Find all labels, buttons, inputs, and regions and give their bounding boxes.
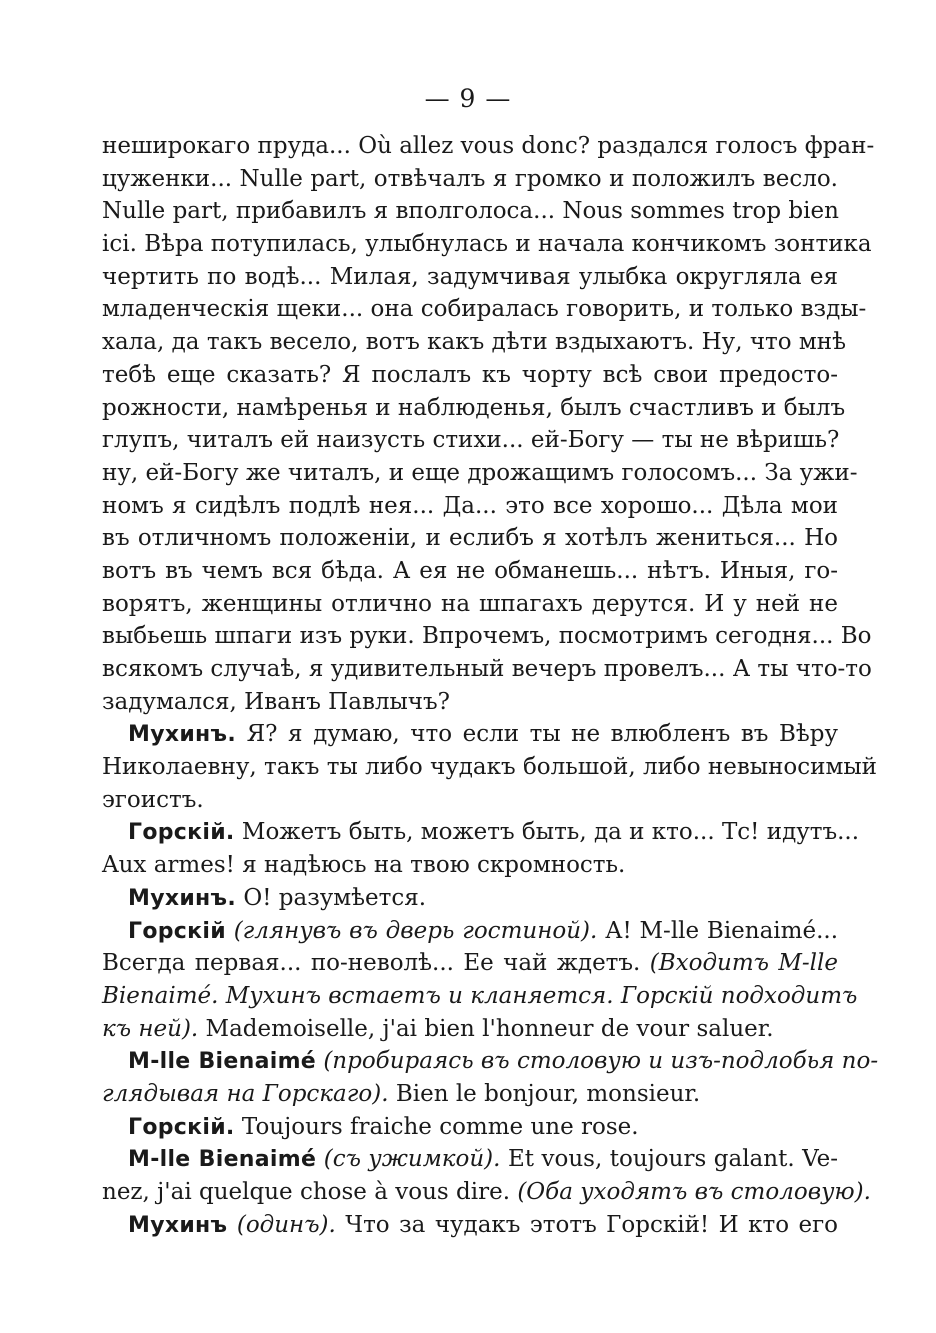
speaker-name: M-lle Bienaimé bbox=[128, 1147, 317, 1173]
dialogue-mukhin-2 bbox=[102, 882, 838, 915]
dialogue-text: Et vous, toujours galant. Ve- bbox=[507, 1146, 839, 1173]
text-line: неширокаго пруда... Où allez vous donc? раздался голосъ фран- bbox=[102, 133, 875, 159]
text-line: въ отличномъ положеніи, и еслибъ я хотѣлъ жениться... Но bbox=[102, 525, 838, 552]
speaker-name: Горскій bbox=[128, 918, 226, 944]
dialogue-line bbox=[102, 882, 838, 915]
dialogue-gorsky-2 bbox=[102, 915, 858, 1046]
text-line: ворятъ, женщины отлично на шпагахъ дерутся. И у ней не bbox=[102, 590, 838, 617]
page-number: — 9 — bbox=[424, 84, 512, 113]
text-line: всякомъ случаѣ, я удивительный вечеръ провелъ... А ты что-то bbox=[102, 656, 872, 682]
dialogue-line bbox=[102, 1111, 838, 1144]
dialogue-text: Всегда первая... по-неволѣ... Ее чай ждетъ. bbox=[102, 950, 641, 977]
stage-direction: (глянувъ въ дверь гостиной). bbox=[233, 917, 598, 944]
dialogue-bienaime-2 bbox=[102, 1143, 871, 1208]
dialogue-bienaime-1 bbox=[102, 1045, 879, 1110]
dialogue-line: эгоистъ. bbox=[102, 786, 204, 813]
dialogue-mukhin-3 bbox=[102, 1209, 838, 1242]
text-line: чертить по водѣ... Милая, задумчивая улыбка округляла ея bbox=[102, 263, 838, 290]
speaker-name: Горскій. bbox=[128, 1114, 235, 1140]
speaker-name: Мухинъ. bbox=[128, 885, 237, 911]
text-line: тебѣ еще сказать? Я послалъ къ чорту всѣ свои предосто- bbox=[102, 361, 838, 388]
dialogue-text: Я? я думаю, что если ты не влюбленъ въ Вѣру bbox=[246, 721, 838, 748]
stage-direction: Bienaimé. Мухинъ встаетъ и кланяется. Горскій подходитъ bbox=[102, 982, 858, 1009]
text-line: задумался, Иванъ Павлычъ? bbox=[102, 688, 450, 715]
speaker-name: M-lle Bienaimé bbox=[128, 1049, 317, 1075]
dialogue-line bbox=[102, 1176, 871, 1209]
dialogue-mukhin-1 bbox=[102, 718, 878, 816]
text-line: рожности, намѣренья и наблюденья, былъ счастливъ и былъ bbox=[102, 394, 846, 421]
text-line: хала, да такъ весело, вотъ какъ дѣти вздыхаютъ. Ну, что мнѣ bbox=[102, 329, 847, 356]
monologue-paragraph bbox=[102, 130, 875, 718]
dialogue-line bbox=[102, 1209, 838, 1242]
dialogue-text: Toujours fraiche comme une rose. bbox=[241, 1113, 639, 1140]
speaker-name: Мухинъ. bbox=[128, 722, 237, 748]
stage-direction: (одинъ). bbox=[236, 1211, 336, 1238]
stage-direction: къ ней). bbox=[102, 1015, 199, 1042]
speaker-name: Горскій. bbox=[128, 820, 235, 846]
dialogue-line bbox=[102, 718, 838, 751]
dialogue-text: Можетъ быть, можетъ быть, да и кто... Тс! идутъ... bbox=[241, 819, 860, 846]
dialogue-line bbox=[102, 1013, 838, 1046]
dialogue-text: nez, j'ai quelque chose à vous dire. bbox=[102, 1179, 511, 1205]
text-line: глупъ, читалъ ей наизусть стихи... ей-Богу — ты не вѣришь? bbox=[102, 427, 840, 454]
dialogue-text: А! M-lle Bienaimé... bbox=[605, 917, 839, 944]
text-line: ну, ей-Богу же читалъ, и еще дрожащимъ голосомъ... За ужи- bbox=[102, 459, 858, 486]
text-line: номъ я сидѣлъ подлѣ нея... Да... это все хорошо... Дѣла мои bbox=[102, 492, 838, 519]
dialogue-line: Николаевну, такъ ты либо чудакъ большой, либо невыносимый bbox=[102, 754, 878, 781]
dialogue-gorsky-1 bbox=[102, 816, 860, 881]
dialogue-line bbox=[102, 1143, 838, 1176]
stage-direction: глядывая на Горскаго). bbox=[102, 1080, 389, 1107]
dialogue-line bbox=[102, 947, 838, 980]
dialogue-line: Aux armes! я надѣюсь на твою скромность. bbox=[102, 852, 626, 879]
stage-direction: (Оба уходятъ въ столовую). bbox=[517, 1179, 871, 1205]
text-line: младенческія щеки... она собиралась говорить, и только взды- bbox=[102, 296, 867, 323]
dialogue-line bbox=[102, 915, 838, 948]
stage-direction: (съ ужимкой). bbox=[323, 1146, 501, 1173]
stage-direction: (Входитъ M-lle bbox=[649, 950, 839, 977]
dialogue-gorsky-3 bbox=[102, 1111, 838, 1144]
dialogue-text: Mademoiselle, j'ai bien l'honneur de vour saluer. bbox=[205, 1015, 774, 1042]
text-line: вотъ въ чемъ вся бѣда. А ея не обманешь... нѣтъ. Иныя, го- bbox=[102, 557, 838, 584]
dialogue-line bbox=[102, 1045, 879, 1078]
dialogue-text: Что за чудакъ этотъ Горскій! И кто его bbox=[345, 1211, 839, 1238]
text-line: выбьешь шпаги изъ руки. Впрочемъ, посмотримъ сегодня... Во bbox=[102, 623, 872, 650]
stage-direction: (пробираясь въ столовую и изъ-подлобья по- bbox=[323, 1048, 879, 1075]
speaker-name: Мухинъ bbox=[128, 1212, 228, 1238]
dialogue-text: Bien le bonjour, monsieur. bbox=[395, 1080, 701, 1107]
text-line: Nulle part, прибавилъ я вполголоса... Nous sommes trop bien bbox=[102, 198, 839, 225]
text-line: ici. Вѣра потупилась, улыбнулась и начала кончикомъ зонтика bbox=[102, 231, 872, 258]
dialogue-line bbox=[102, 1078, 838, 1111]
dialogue-line bbox=[102, 816, 860, 849]
page-text bbox=[102, 130, 879, 1241]
text-line: цуженки... Nulle part, отвѣчалъ я громко и положилъ весло. bbox=[102, 165, 838, 192]
dialogue-text: О! разумѣется. bbox=[243, 884, 427, 911]
